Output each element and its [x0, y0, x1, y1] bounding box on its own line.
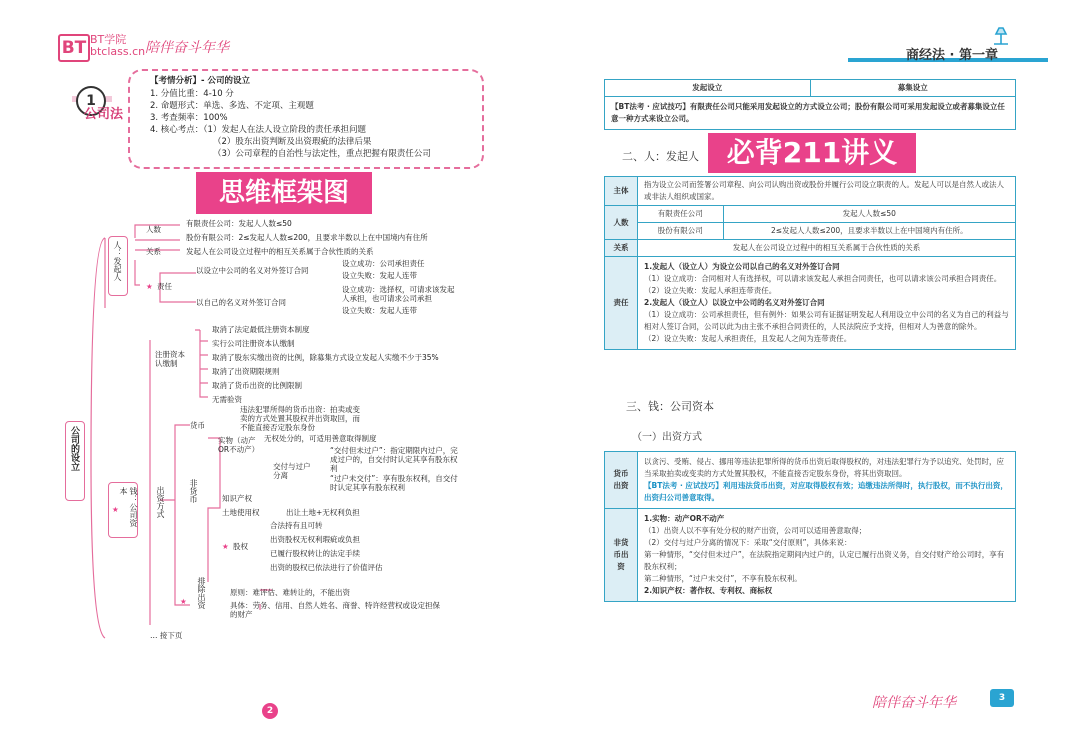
resp-title: 2.发起人（设立人）以设立中公司的名义对外签订合同	[644, 298, 825, 307]
bt-logo: BT	[58, 34, 90, 62]
star-icon: ★	[146, 282, 153, 291]
resp-case2-item: 设立成功：选择权，可请求该发起人承担，也可请求公司承担	[342, 285, 455, 303]
resp-text: （2）设立失败：发起人承担责任，且发起人之间为连带责任。	[644, 334, 852, 343]
row-label: 责任	[605, 257, 638, 350]
physical-sep-item: “交付但未过户”：指定期限内过户，完成过户的，自交付时认定其享有股东权利	[330, 446, 458, 473]
cell: 2≤发起人人数≤200，且要求半数以上在中国境内有住所。	[723, 223, 1015, 240]
equity-item: 合法持有且可转	[270, 521, 323, 530]
lecture-banner: 必背211讲义	[708, 133, 916, 173]
physical-label: 实物（动产OR不动产）	[218, 436, 260, 454]
exclude-item: 具体：劳务、信用、自然人姓名、商誉、特许经营权或设定担保的财产	[230, 601, 440, 619]
contribution-way-label: 出资方式	[156, 486, 165, 518]
physical-separate: 交付与过户分离	[273, 462, 311, 480]
exam-line: 4. 核心考点：（1）发起人在法人设立阶段的责任承担问题	[150, 125, 366, 135]
land-label: 土地使用权	[222, 508, 260, 517]
currency-text: 违法犯罪所得的货币出资：拍卖或变卖的方式处置其股权并出资取回，而不能直接否定股东身份	[240, 405, 360, 432]
mindmap-root: 公司的设立	[65, 421, 85, 501]
resp-case2: 以自己的名义对外签订合同	[196, 298, 286, 307]
resp-text: （1）设立成功：公司承担责任，但有例外：如果公司有证据证明发起人利用设立中公司的名义为自己的利益与相对人签订合同，公司以此为由主张不承担合同责任的，人民法院应予支持，但相对人为善意的除外。	[644, 310, 1009, 331]
brand-slogan: 陪伴奋斗年华	[145, 40, 229, 56]
lamp-icon	[990, 26, 1012, 42]
exam-line: 3. 考查频率：100%	[150, 113, 228, 123]
exam-line: （3）公司章程的自治性与法定性，重点把握有限责任公司	[213, 149, 431, 159]
star-icon: ★	[222, 542, 229, 551]
chapter-name: 公司法	[84, 107, 124, 122]
exam-tip: 【BT法考 · 应试技巧】有限责任公司只能采用发起设立的方式设立公司；股份有限公司可采用发起设立或者募集设立任意一种方式来设立公司。	[605, 97, 1016, 130]
person-resp-label: 责任	[157, 282, 172, 291]
physical-sep-item: “过户未交付”：享有股东权利，自交付时认定其享有股东权利	[330, 474, 458, 492]
reg-capital-item: 无需验资	[212, 395, 242, 404]
currency-tip: 【BT法考 · 应试技巧】利用违法货币出资，对应取得股权有效；追缴违法所得时，执行股权，而不执行出资，出资归公司善意取得。	[644, 481, 1008, 502]
resp-case2-item: 设立失败：发起人连带	[342, 306, 417, 315]
equity-label: 股权	[233, 542, 248, 551]
subject-text: 指为设立公司而签署公司章程、向公司认购出资或股份并履行公司设立职责的人。发起人可以是自然人或法人或非法人组织或国家。	[638, 177, 1016, 206]
contribution-table	[604, 451, 1016, 602]
header-cell: 募集设立	[810, 80, 1016, 97]
reg-capital-item: 取消了股东实缴出资的比例，除募集方式设立发起人实缴不少于35%	[212, 353, 439, 362]
row-label: 货币出资	[605, 452, 638, 509]
land-text: 出让土地+无权利负担	[286, 508, 360, 517]
setup-method-table	[604, 79, 1016, 130]
reg-capital-item: 取消了货币出资的比例限制	[212, 381, 302, 390]
currency-label: 货币	[190, 421, 205, 430]
resp-text: （2）设立失败：发起人承担连带责任。	[644, 286, 777, 295]
right-page-number: 3	[990, 689, 1014, 707]
equity-item: 已履行股权转让的法定手续	[270, 549, 360, 558]
person-count-item: 有限责任公司：发起人人数≤50	[186, 219, 292, 228]
relation-text: 发起人在公司设立过程中的相互关系属于合伙性质的关系	[638, 240, 1016, 257]
footer-slogan: 陪伴奋斗年华	[872, 695, 956, 711]
resp-case1-item: 设立成功：公司承担责任	[342, 259, 425, 268]
noncurrency-line: 第一种情形，“交付但未过户”，在法院指定期间内过户的，认定已履行出资义务，自交付财产给公司时，享有股东权利；	[644, 550, 1005, 571]
cell: 发起人人数≤50	[723, 206, 1015, 223]
continue-next-page: … 接下页	[150, 631, 183, 640]
row-label: 非货币出资	[605, 509, 638, 602]
cell: 有限责任公司	[638, 206, 724, 223]
equity-item: 出资的股权已依法进行了价值评估	[270, 563, 383, 572]
non-currency-label: 非货币	[189, 479, 198, 503]
reg-capital-item: 实行公司注册资本认缴制	[212, 339, 295, 348]
noncurrency-line: 第二种情形，“过户未交付”，不享有股东权利。	[644, 574, 802, 583]
noncurrency-line: （1）出资人以不享有处分权的财产出资，公司可以适用善意取得；	[644, 526, 867, 535]
person-count-label: 人数	[146, 225, 161, 234]
exclude-item: 原则：难评估、难转让的，不能出资	[230, 588, 350, 597]
exam-line: 2. 命题形式：单选、多选、不定项、主观题	[150, 101, 314, 111]
equity-item: 出资股权无权利瑕疵或负担	[270, 535, 360, 544]
exam-line: （2）股东出资判断及出资瑕疵的法律后果	[213, 137, 372, 147]
row-label: 主体	[605, 177, 638, 206]
branch-money: 钱：公司资本	[108, 482, 138, 538]
noncurrency-line: 2.知识产权：著作权、专利权、商标权	[644, 586, 773, 595]
ip-label: 知识产权	[222, 494, 252, 503]
row-label: 人数	[605, 206, 638, 240]
mindmap-banner: 思维框架图	[196, 172, 372, 214]
currency-text: 以贪污、受贿、侵占、挪用等违法犯罪所得的货币出资后取得股权的，对违法犯罪行为予以追究、处罚时，应当采取拍卖或变卖的方式处置其股权，不能直接否定股东身份，将其出资取回。	[644, 457, 1004, 478]
exam-line: 1. 分值比重：4-10 分	[150, 89, 234, 99]
branch-person: 人：发起人	[108, 236, 128, 296]
brand-url: btclass.cn	[90, 45, 146, 58]
chapter-number: 1	[76, 86, 106, 116]
physical-nodisp: 无权处分的，可适用善意取得制度	[264, 434, 377, 443]
star-icon: ★	[112, 505, 119, 514]
exam-title: 【考情分析】- 公司的设立	[150, 76, 250, 86]
exclude-label: 排除出资	[197, 577, 206, 609]
header-cell: 发起设立	[605, 80, 811, 97]
resp-case1: 以设立中公司的名义对外签订合同	[196, 266, 309, 275]
star-icon: ★	[180, 597, 187, 606]
resp-title: 1.发起人（设立人）为设立公司以自己的名义对外签订合同	[644, 262, 840, 271]
person-table	[604, 176, 1016, 350]
section-person-title: 二、人：发起人	[622, 150, 699, 163]
reg-capital-label: 注册资本认缴制	[155, 350, 185, 368]
noncurrency-line: （2）交付与过户分离的情况下：采取“交付原则”，具体来说：	[644, 538, 852, 547]
reg-capital-item: 取消了法定最低注册资本制度	[212, 325, 310, 334]
row-label: 关系	[605, 240, 638, 257]
noncurrency-line: 1.实物：动产OR不动产	[644, 514, 725, 523]
reg-capital-item: 取消了出资期限规则	[212, 367, 280, 376]
header-title: 商经法 · 第一章	[906, 48, 998, 63]
subsection-title: （一）出资方式	[632, 432, 702, 443]
resp-text: （1）设立成功：合同相对人有选择权，可以请求该发起人承担合同责任，也可以请求该公司承担合同责任。	[644, 274, 1002, 283]
brand-name: BT学院	[90, 33, 127, 46]
section-money-title: 三、钱：公司资本	[626, 400, 714, 413]
person-relation-text: 发起人在公司设立过程中的相互关系属于合伙性质的关系	[186, 247, 374, 256]
person-relation-label: 关系	[146, 247, 161, 256]
resp-case1-item: 设立失败：发起人连带	[342, 271, 417, 280]
left-page-number: 2	[262, 703, 278, 719]
cell: 股份有限公司	[638, 223, 724, 240]
person-count-item: 股份有限公司：2≤发起人人数≤200，且要求半数以上在中国境内有住所	[186, 233, 428, 242]
